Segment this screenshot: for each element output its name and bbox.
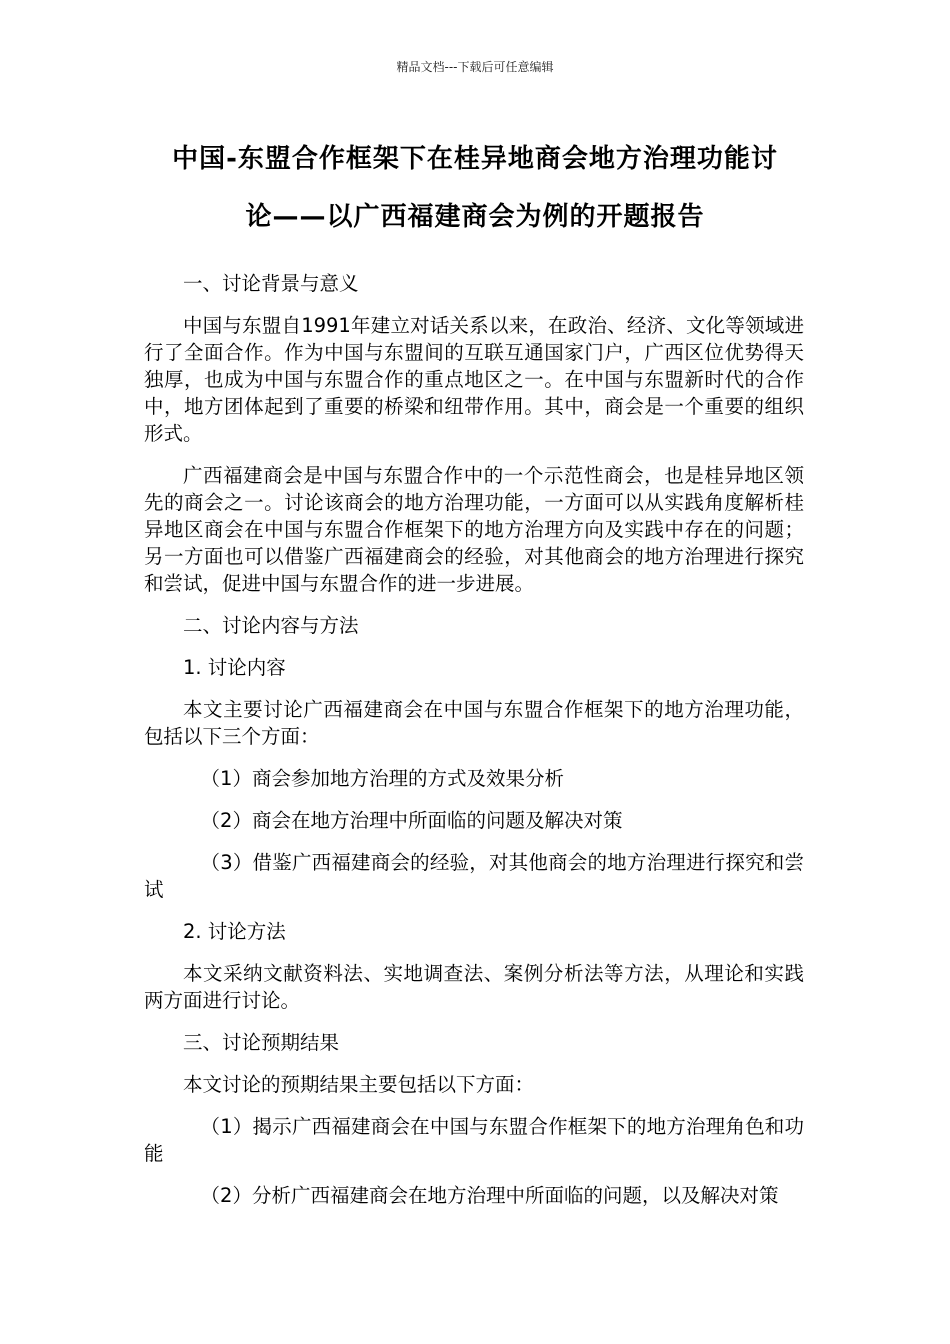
body-paragraph: 本文采纳文献资料法、实地调查法、案例分析法等方法，从理论和实践两方面进行讨论。: [144, 962, 804, 1012]
page-header: 精品文档---下载后可任意编辑: [396, 60, 554, 74]
section-heading-expected-results: 三、讨论预期结果: [183, 1031, 340, 1054]
section-heading-content-method: 二、讨论内容与方法: [183, 614, 359, 637]
section-heading-background: 一、讨论背景与意义: [183, 272, 359, 295]
document-title-line-1: 中国-东盟合作框架下在桂异地商会地方治理功能讨: [172, 144, 778, 174]
list-item: （2）商会在地方治理中所面临的问题及解决对策: [200, 809, 623, 832]
body-paragraph: 广西福建商会是中国与东盟合作中的一个示范性商会，也是桂异地区领先的商会之一。讨论该商会的地方治理功能，一方面可以从实践角度解析桂异地区商会在中国与东盟合作框架下的地方治理方向及实践中存在的问题；另一方面也可以借鉴广西福建商会的经验，对其他商会的地方治理进行探究和尝试，促进中国与东盟合作的进一步进展。: [144, 464, 804, 595]
body-paragraph: 本文主要讨论广西福建商会在中国与东盟合作框架下的地方治理功能，包括以下三个方面：: [144, 698, 804, 748]
subsection-heading-method: 2. 讨论方法: [183, 920, 286, 943]
list-item: （3）借鉴广西福建商会的经验，对其他商会的地方治理进行探究和尝试: [144, 851, 804, 901]
list-item: （1）商会参加地方治理的方式及效果分析: [200, 767, 564, 790]
document-title-line-2: 论——以广西福建商会为例的开题报告: [245, 202, 705, 232]
subsection-heading-content: 1. 讨论内容: [183, 656, 286, 679]
document-body: [144, 270, 804, 1224]
body-paragraph: 中国与东盟自1991年建立对话关系以来，在政治、经济、文化等领域进行了全面合作。作为中国与东盟间的互联互通国家门户，广西区位优势得天独厚，也成为中国与东盟合作的重点地区之一。在中国与东盟新时代的合作中，地方团体起到了重要的桥梁和纽带作用。其中，商会是一个重要的组织形式。: [144, 314, 804, 445]
list-item: （2）分析广西福建商会在地方治理中所面临的问题，以及解决对策: [200, 1184, 779, 1207]
body-paragraph: 本文讨论的预期结果主要包括以下方面：: [183, 1073, 535, 1096]
list-item: （1）揭示广西福建商会在中国与东盟合作框架下的地方治理角色和功能: [144, 1115, 804, 1165]
